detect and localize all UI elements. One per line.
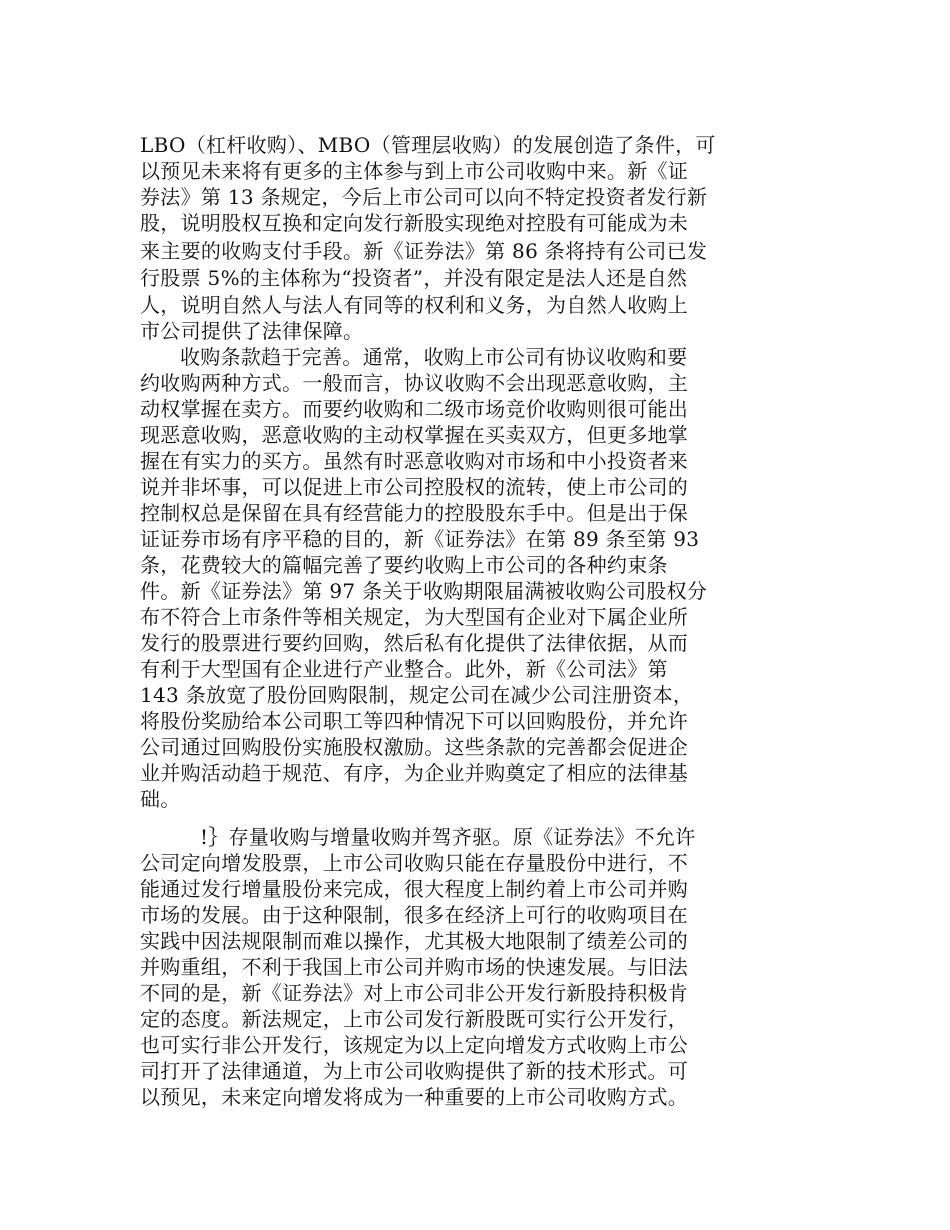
text-line: 控制权总是保留在具有经营能力的控股股东手中。但是出于保 — [140, 501, 689, 525]
text-line: 人，说明自然人与法人有同等的权利和义务，为自然人收购上 — [140, 293, 689, 317]
text-line: 能通过发行增量股份来完成，很大程度上制约着上市公司并购 — [140, 877, 689, 901]
text-line: 司打开了法律通道，为上市公司收购提供了新的技术形式。可 — [140, 1059, 689, 1083]
text-line: 行股票 5%的主体称为“投资者”，并没有限定是法人还是自然 — [140, 266, 688, 290]
text-line: 约收购两种方式。一般而言，协议收购不会出现恶意收购，主 — [140, 371, 689, 395]
text-line: 握在有实力的买方。虽然有时恶意收购对市场和中小投资者来 — [140, 449, 689, 473]
text-line: 件。新《证券法》第 97 条关于收购期限届满被收购公司股权分 — [140, 579, 708, 603]
text-line: 公司定向增发股票，上市公司收购只能在存量股份中进行，不 — [140, 851, 689, 875]
text-line: LBO（杠杆收购）、MBO（管理层收购）的发展创造了条件，可 — [140, 133, 716, 157]
text-line: 以预见，未来定向增发将成为一种重要的上市公司收购方式。 — [140, 1085, 689, 1109]
text-line: 发行的股票进行要约回购，然后私有化提供了法律依据，从而 — [140, 631, 689, 655]
text-line: !｝存量收购与增量收购并驾齐驱。原《证券法》不允许 — [200, 825, 696, 849]
text-line: 不同的是，新《证券法》对上市公司非公开发行新股持积极肯 — [140, 981, 689, 1005]
text-line: 条，花费较大的篇幅完善了要约收购上市公司的各种约束条 — [140, 553, 668, 577]
text-line: 动权掌握在卖方。而要约收购和二级市场竞价收购则很可能出 — [140, 397, 689, 421]
text-line: 布不符合上市条件等相关规定，为大型国有企业对下属企业所 — [140, 605, 689, 629]
text-line: 市公司提供了法律保障。 — [140, 319, 364, 343]
text-line: 并购重组，不利于我国上市公司并购市场的快速发展。与旧法 — [140, 955, 689, 979]
text-line: 有利于大型国有企业进行产业整合。此外，新《公司法》第 — [140, 657, 668, 681]
text-line: 收购条款趋于完善。通常，收购上市公司有协议收购和要 — [180, 345, 688, 369]
text-line: 证证券市场有序平稳的目的，新《证券法》在第 89 条至第 93 — [140, 527, 700, 551]
text-line: 实践中因法规限制而难以操作，尤其极大地限制了绩差公司的 — [140, 929, 689, 953]
text-line: 定的态度。新法规定，上市公司发行新股既可实行公开发行， — [140, 1007, 689, 1031]
text-line: 础。 — [140, 787, 181, 811]
text-line: 说并非坏事，可以促进上市公司控股权的流转，使上市公司的 — [140, 475, 689, 499]
text-line: 业并购活动趋于规范、有序，为企业并购奠定了相应的法律基 — [140, 761, 689, 785]
text-line: 以预见未来将有更多的主体参与到上市公司收购中来。新《证 — [140, 159, 689, 183]
text-line: 143 条放宽了股份回购限制，规定公司在减少公司注册资本， — [140, 683, 694, 707]
text-line: 将股份奖励给本公司职工等四种情况下可以回购股份，并允许 — [140, 709, 689, 733]
text-line: 券法》第 13 条规定，今后上市公司可以向不特定投资者发行新 — [140, 185, 708, 209]
text-line: 股，说明股权互换和定向发行新股实现绝对控股有可能成为未 — [140, 211, 689, 235]
text-line: 公司通过回购股份实施股权激励。这些条款的完善都会促进企 — [140, 735, 689, 759]
text-line: 也可实行非公开发行，该规定为以上定向增发方式收购上市公 — [140, 1033, 689, 1057]
text-line: 来主要的收购支付手段。新《证券法》第 86 条将持有公司已发 — [140, 239, 708, 263]
text-line: 现恶意收购，恶意收购的主动权掌握在买卖双方，但更多地掌 — [140, 423, 689, 447]
text-line: 市场的发展。由于这种限制，很多在经济上可行的收购项目在 — [140, 903, 689, 927]
